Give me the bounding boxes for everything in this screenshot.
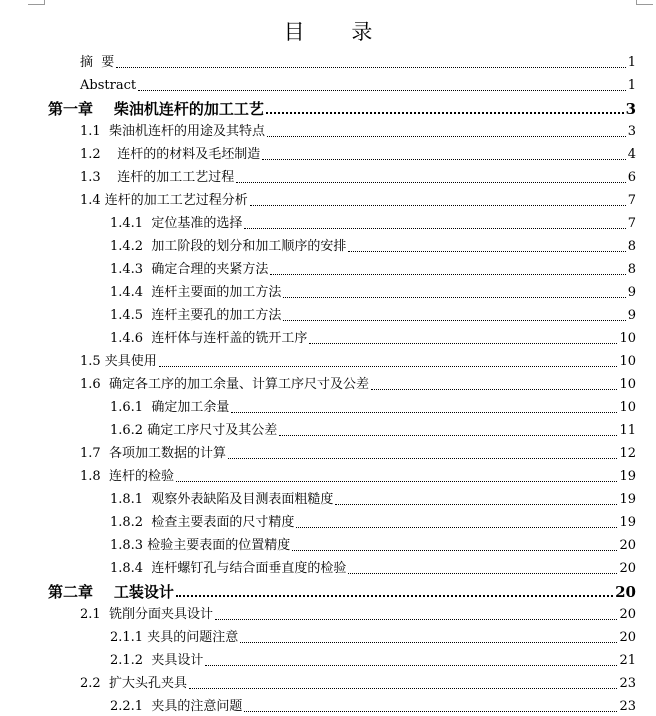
dot-leader xyxy=(371,389,618,390)
toc-entry-label: 1.4 连杆的加工工艺过程分析 xyxy=(80,193,248,208)
toc-entry[interactable] xyxy=(110,215,636,233)
toc-entry-label: Abstract xyxy=(80,78,137,93)
toc-entry-page: 10 xyxy=(619,354,636,369)
toc-entry[interactable] xyxy=(80,123,636,141)
dot-leader xyxy=(270,274,625,275)
toc-entry[interactable] xyxy=(110,307,636,325)
toc-entry-label: 1.1 柴油机连杆的用途及其特点 xyxy=(80,124,265,139)
toc-entry[interactable] xyxy=(110,491,636,509)
toc-entry[interactable] xyxy=(110,560,636,578)
toc-entry-page: 9 xyxy=(627,308,636,323)
toc-entry-page: 6 xyxy=(627,170,636,185)
toc-entry-page: 19 xyxy=(619,469,636,484)
toc-entry-page: 3 xyxy=(625,100,636,118)
toc-entry-label: 1.4.4 连杆主要面的加工方法 xyxy=(110,285,282,300)
toc-entry-page: 19 xyxy=(619,492,636,507)
toc-entry-page: 21 xyxy=(619,653,636,668)
toc-entry-page: 8 xyxy=(627,262,636,277)
dot-leader xyxy=(292,550,617,551)
toc-entry[interactable] xyxy=(110,422,636,440)
toc-entry-label: 1.8.2 检查主要表面的尺寸精度 xyxy=(110,515,295,530)
toc-entry-label: 1.4.2 加工阶段的划分和加工顺序的安排 xyxy=(110,239,347,254)
toc-entry[interactable] xyxy=(80,675,636,693)
dot-leader xyxy=(267,136,626,137)
toc-entry-page: 19 xyxy=(619,515,636,530)
toc-entry-label: 1.3 连杆的加工工艺过程 xyxy=(80,170,235,185)
page-corner-mark-right xyxy=(636,0,653,5)
toc-entry-label: 1.4.3 确定合理的夹紧方法 xyxy=(110,262,269,277)
toc-entry-page: 11 xyxy=(619,423,636,438)
dot-leader xyxy=(116,67,625,68)
dot-leader xyxy=(228,458,618,459)
toc-entry[interactable] xyxy=(80,192,636,210)
dot-leader xyxy=(215,619,618,620)
toc-entry-page: 3 xyxy=(627,124,636,139)
toc-entry-label: 1.4.5 连杆主要孔的加工方法 xyxy=(110,308,282,323)
toc-entry-page: 10 xyxy=(619,400,636,415)
toc-entry-label: 1.6 确定各工序的加工余量、计算工序尺寸及公差 xyxy=(80,377,369,392)
toc-entry-label: 1.4.1 定位基准的选择 xyxy=(110,216,243,231)
toc-entry-label: 1.7 各项加工数据的计算 xyxy=(80,446,226,461)
toc-entry[interactable] xyxy=(80,353,636,371)
toc-entry-label: 1.8.4 连杆螺钉孔与结合面垂直度的检验 xyxy=(110,561,347,576)
toc-title: 目 录 xyxy=(283,20,393,44)
toc-entry-label: 1.4.6 连杆体与连杆盖的铣开工序 xyxy=(110,331,308,346)
toc-entry-page: 10 xyxy=(619,377,636,392)
toc-entry-page: 1 xyxy=(627,55,636,70)
toc-entry-page: 4 xyxy=(627,147,636,162)
dot-leader xyxy=(283,320,625,321)
dot-leader xyxy=(262,159,626,160)
toc-entry[interactable] xyxy=(110,537,636,555)
dot-leader xyxy=(296,527,617,528)
toc-entry-page: 10 xyxy=(619,331,636,346)
dot-leader xyxy=(250,205,626,206)
toc-entry[interactable] xyxy=(80,445,636,463)
dot-leader xyxy=(240,642,617,643)
toc-entry-page: 7 xyxy=(627,193,636,208)
toc-entry-page: 20 xyxy=(619,538,636,553)
dot-leader xyxy=(138,90,626,91)
toc-entry[interactable] xyxy=(80,468,636,486)
toc-entry[interactable] xyxy=(110,399,636,417)
toc-entry-page: 8 xyxy=(627,239,636,254)
toc-entry-abstract-en[interactable] xyxy=(80,77,636,95)
toc-entry-page: 1 xyxy=(627,78,636,93)
dot-leader xyxy=(244,228,625,229)
toc-entry[interactable] xyxy=(110,284,636,302)
dot-leader xyxy=(189,688,618,689)
dot-leader xyxy=(266,112,624,114)
toc-entry-chapter-2[interactable] xyxy=(48,583,636,601)
page-corner-mark-left xyxy=(28,0,45,5)
toc-entry[interactable] xyxy=(110,238,636,256)
toc-entry-page: 20 xyxy=(619,607,636,622)
toc-entry-label: 1.8 连杆的检验 xyxy=(80,469,174,484)
dot-leader xyxy=(236,182,626,183)
toc-entry-page: 23 xyxy=(619,676,636,691)
toc-entry-label: 2.1.2 夹具设计 xyxy=(110,653,204,668)
toc-entry-label: 1.8.1 观察外表缺陷及目测表面粗糙度 xyxy=(110,492,334,507)
toc-entry-page: 20 xyxy=(619,561,636,576)
toc-entry[interactable] xyxy=(110,629,636,647)
toc-entry-page: 7 xyxy=(627,216,636,231)
dot-leader xyxy=(231,412,617,413)
toc-entry[interactable] xyxy=(80,606,636,624)
toc-entry-label: 1.6.2 确定工序尺寸及其公差 xyxy=(110,423,278,438)
dot-leader xyxy=(279,435,617,436)
toc-entry-page: 23 xyxy=(619,699,636,714)
toc-entry-label: 2.1 铣削分面夹具设计 xyxy=(80,607,213,622)
toc-entry-page: 20 xyxy=(615,583,636,601)
toc-entry-label: 第一章 柴油机连杆的加工工艺 xyxy=(48,100,264,118)
dot-leader xyxy=(244,711,617,712)
dot-leader xyxy=(159,366,618,367)
toc-entry[interactable] xyxy=(110,514,636,532)
dot-leader xyxy=(283,297,625,298)
toc-entry-label: 2.2 扩大头孔夹具 xyxy=(80,676,187,691)
dot-leader xyxy=(335,504,617,505)
toc-entry[interactable] xyxy=(110,698,636,716)
toc-entry[interactable] xyxy=(80,146,636,164)
toc-entry-label: 1.5 夹具使用 xyxy=(80,354,157,369)
toc-entry-label: 摘 要 xyxy=(80,55,115,70)
toc-entry-page: 12 xyxy=(619,446,636,461)
dot-leader xyxy=(309,343,617,344)
dot-leader xyxy=(205,665,617,666)
toc-entry-abstract-cn[interactable] xyxy=(80,54,636,72)
toc-entry[interactable] xyxy=(80,376,636,394)
toc-entry-page: 20 xyxy=(619,630,636,645)
toc-entry-label: 第二章 工装设计 xyxy=(48,583,174,601)
dot-leader xyxy=(176,595,613,597)
toc-entry[interactable] xyxy=(110,652,636,670)
toc-entry-chapter-1[interactable] xyxy=(48,100,636,118)
dot-leader xyxy=(348,251,625,252)
toc-entry-page: 9 xyxy=(627,285,636,300)
toc-entry-label: 2.2.1 夹具的注意问题 xyxy=(110,699,243,714)
toc-entry[interactable] xyxy=(80,169,636,187)
toc-entry-label: 1.2 连杆的的材料及毛坯制造 xyxy=(80,147,261,162)
dot-leader xyxy=(176,481,618,482)
toc-entry[interactable] xyxy=(110,330,636,348)
toc-entry-label: 1.8.3 检验主要表面的位置精度 xyxy=(110,538,291,553)
dot-leader xyxy=(348,573,617,574)
toc-entry-label: 2.1.1 夹具的问题注意 xyxy=(110,630,239,645)
toc-entry-label: 1.6.1 确定加工余量 xyxy=(110,400,230,415)
toc-entry[interactable] xyxy=(110,261,636,279)
